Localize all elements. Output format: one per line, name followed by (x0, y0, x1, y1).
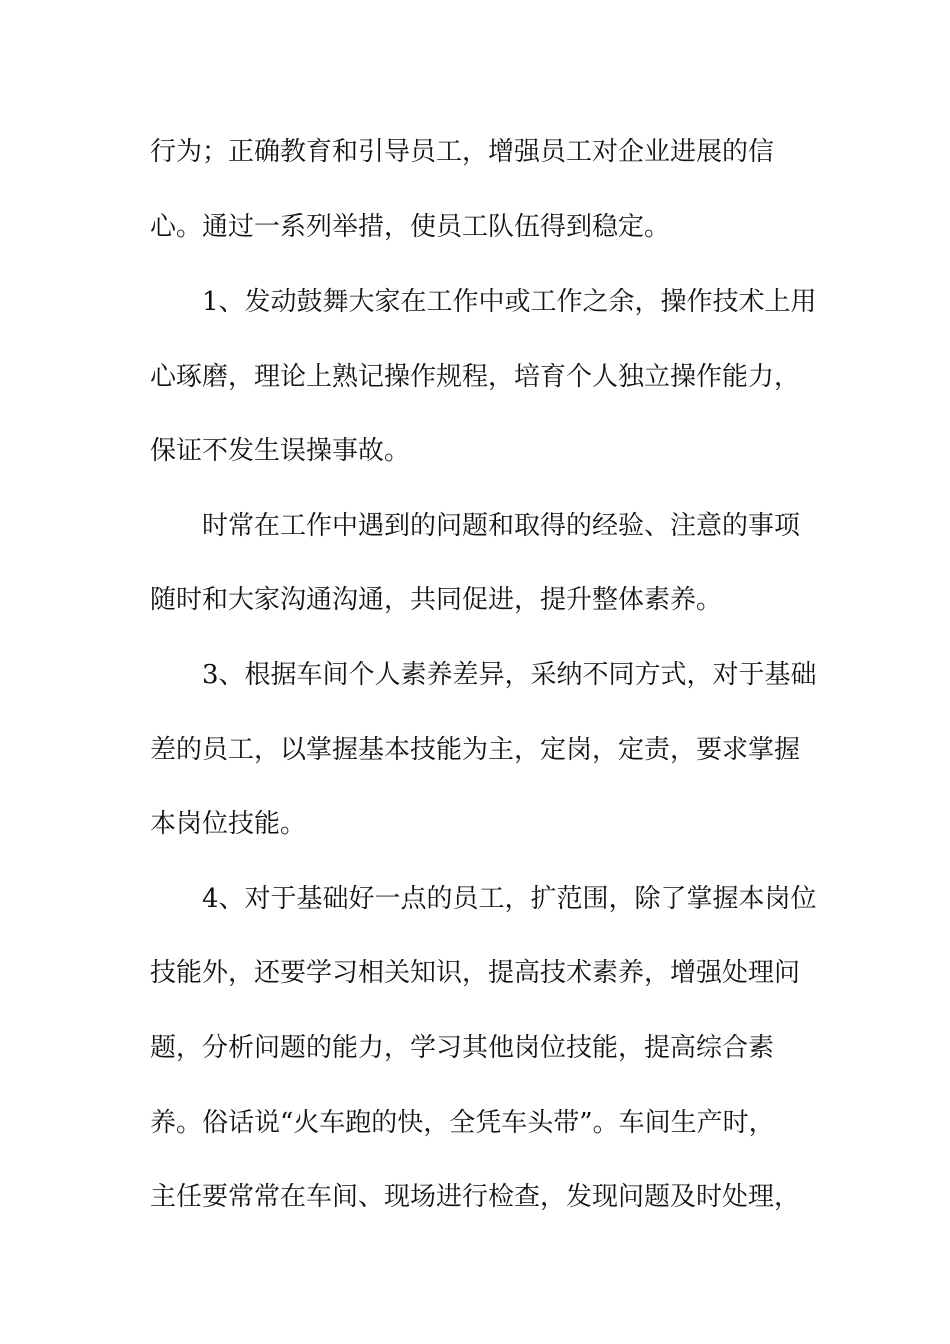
text-line-5: 保证不发生误操事故。 (150, 436, 411, 466)
text-line-9: 差的员工，以掌握基本技能为主，定岗，定责，要求掌握 (150, 735, 801, 765)
text-line-12: 技能外，还要学习相关知识，提高技术素养，增强处理问 (150, 958, 801, 988)
text-line-10: 本岗位技能。 (150, 809, 307, 839)
text-line-15: 主任要常常在车间、现场进行检查，发现问题及时处理， (150, 1182, 801, 1212)
text-line-3: 1、发动鼓舞大家在工作中或工作之余，操作技术上用 (202, 287, 817, 317)
text-line-8: 3、根据车间个人素养差异，采纳不同方式，对于基础 (202, 660, 817, 690)
text-line-7: 随时和大家沟通沟通，共同促进，提升整体素养。 (150, 585, 723, 615)
text-line-11: 4、对于基础好一点的员工，扩范围，除了掌握本岗位 (202, 884, 817, 914)
text-line-2: 心。通过一系列举措，使员工队伍得到稳定。 (150, 212, 671, 242)
text-line-4: 心琢磨，理论上熟记操作规程，培育个人独立操作能力， (150, 362, 801, 392)
text-line-13: 题，分析问题的能力，学习其他岗位技能，提高综合素 (150, 1033, 775, 1063)
text-line-6: 时常在工作中遇到的问题和取得的经验、注意的事项 (202, 511, 801, 541)
text-line-1: 行为；正确教育和引导员工，增强员工对企业进展的信 (150, 137, 775, 167)
text-line-14: 养。俗话说“火车跑的快，全凭车头带”。车间生产时， (150, 1108, 775, 1138)
